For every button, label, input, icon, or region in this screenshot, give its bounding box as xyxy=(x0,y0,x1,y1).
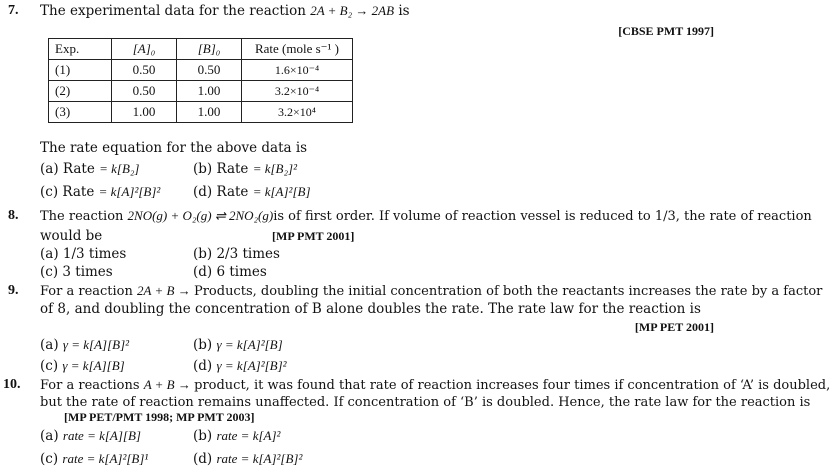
option-b: (b) 2/3 times xyxy=(193,246,280,262)
table-header: [B]₀ xyxy=(177,39,242,60)
question-stem: For a reaction 2A + B → Products, doubling the initial concentration of both the reactants increases the rate by a factor xyxy=(40,283,823,299)
question-stem-line2: would be xyxy=(40,228,103,244)
question-stem-line2: but the rate of reaction remains unaffected. If concentration of ‘B’ is doubled. Hence, the rate law for the reaction is xyxy=(40,395,811,410)
table-cell: 1.00 xyxy=(177,81,242,102)
question-number: 7. xyxy=(8,3,19,18)
table-cell: 1.6×10⁻⁴ xyxy=(242,60,353,81)
option-a: (a) rate = k[A][B] xyxy=(40,428,141,444)
question-number: 8. xyxy=(8,208,19,223)
option-c: (c) rate = k[A]²[B]¹ xyxy=(40,451,149,467)
option-c: (c) 3 times xyxy=(40,264,113,280)
question-number: 10. xyxy=(3,377,21,392)
reaction-equation: 2A + B → xyxy=(137,283,194,298)
option-b: (b) Rate = k[B₂]² xyxy=(193,161,297,177)
table-header-row xyxy=(49,39,353,60)
source-tag: [CBSE PMT 1997] xyxy=(618,24,714,38)
question-stem: For a reactions A + B → product, it was found that rate of reaction increases four times if concentration of ‘A’ is doubled, xyxy=(40,377,830,393)
option-a: (a) 1/3 times xyxy=(40,246,127,262)
table-cell: 3.2×10⁴ xyxy=(242,102,353,123)
option-a: (a) γ = k[A][B]² xyxy=(40,337,130,353)
reaction-equation: 2A + B₂ → 2AB xyxy=(310,3,395,18)
option-b: (b) γ = k[A]²[B] xyxy=(193,337,283,353)
reaction-equation: 2NO(g) + O₂(g) ⇌ 2NO₂(g) xyxy=(127,208,274,223)
table-cell: (1) xyxy=(49,60,112,81)
table-cell: (3) xyxy=(49,102,112,123)
question-stem: The reaction 2NO(g) + O₂(g) ⇌ 2NO₂(g)is of first order. If volume of reaction vessel is reduced to 1/3, the rate of reaction xyxy=(40,208,812,224)
question-stem-line2: of 8, and doubling the concentration of B alone doubles the rate. The rate law for the reaction is xyxy=(40,301,701,317)
table-row xyxy=(49,102,353,123)
table-header: [A]₀ xyxy=(112,39,177,60)
table-row xyxy=(49,81,353,102)
experimental-data-table xyxy=(48,38,353,123)
option-d: (d) rate = k[A]²[B]² xyxy=(193,451,303,467)
option-d: (d) γ = k[A]²[B]² xyxy=(193,358,287,374)
option-d: (d) 6 times xyxy=(193,264,267,280)
table-cell: 1.00 xyxy=(177,102,242,123)
table-row xyxy=(49,60,353,81)
table-cell: 1.00 xyxy=(112,102,177,123)
option-c: (c) γ = k[A][B] xyxy=(40,358,125,374)
table-cell: 0.50 xyxy=(112,60,177,81)
table-header: Rate (mole s⁻¹ ) xyxy=(242,39,353,60)
table-cell: (2) xyxy=(49,81,112,102)
question-follow-text: The rate equation for the above data is xyxy=(40,140,308,156)
table-cell: 0.50 xyxy=(177,60,242,81)
option-b: (b) rate = k[A]² xyxy=(193,428,281,444)
question-stem: The experimental data for the reaction 2A + B₂ → 2AB is xyxy=(40,3,410,19)
source-tag: [MP PET/PMT 1998; MP PMT 2003] xyxy=(64,410,255,424)
reaction-equation: A + B → xyxy=(143,377,195,392)
source-tag: [MP PMT 2001] xyxy=(272,229,355,243)
option-d: (d) Rate = k[A]²[B] xyxy=(193,184,311,200)
table-cell: 3.2×10⁻⁴ xyxy=(242,81,353,102)
option-c: (c) Rate = k[A]²[B]² xyxy=(40,184,161,200)
table-cell: 0.50 xyxy=(112,81,177,102)
table-header: Exp. xyxy=(49,39,112,60)
source-tag: [MP PET 2001] xyxy=(634,320,714,334)
question-number: 9. xyxy=(8,283,19,298)
option-a: (a) Rate = k[B₂] xyxy=(40,161,140,177)
